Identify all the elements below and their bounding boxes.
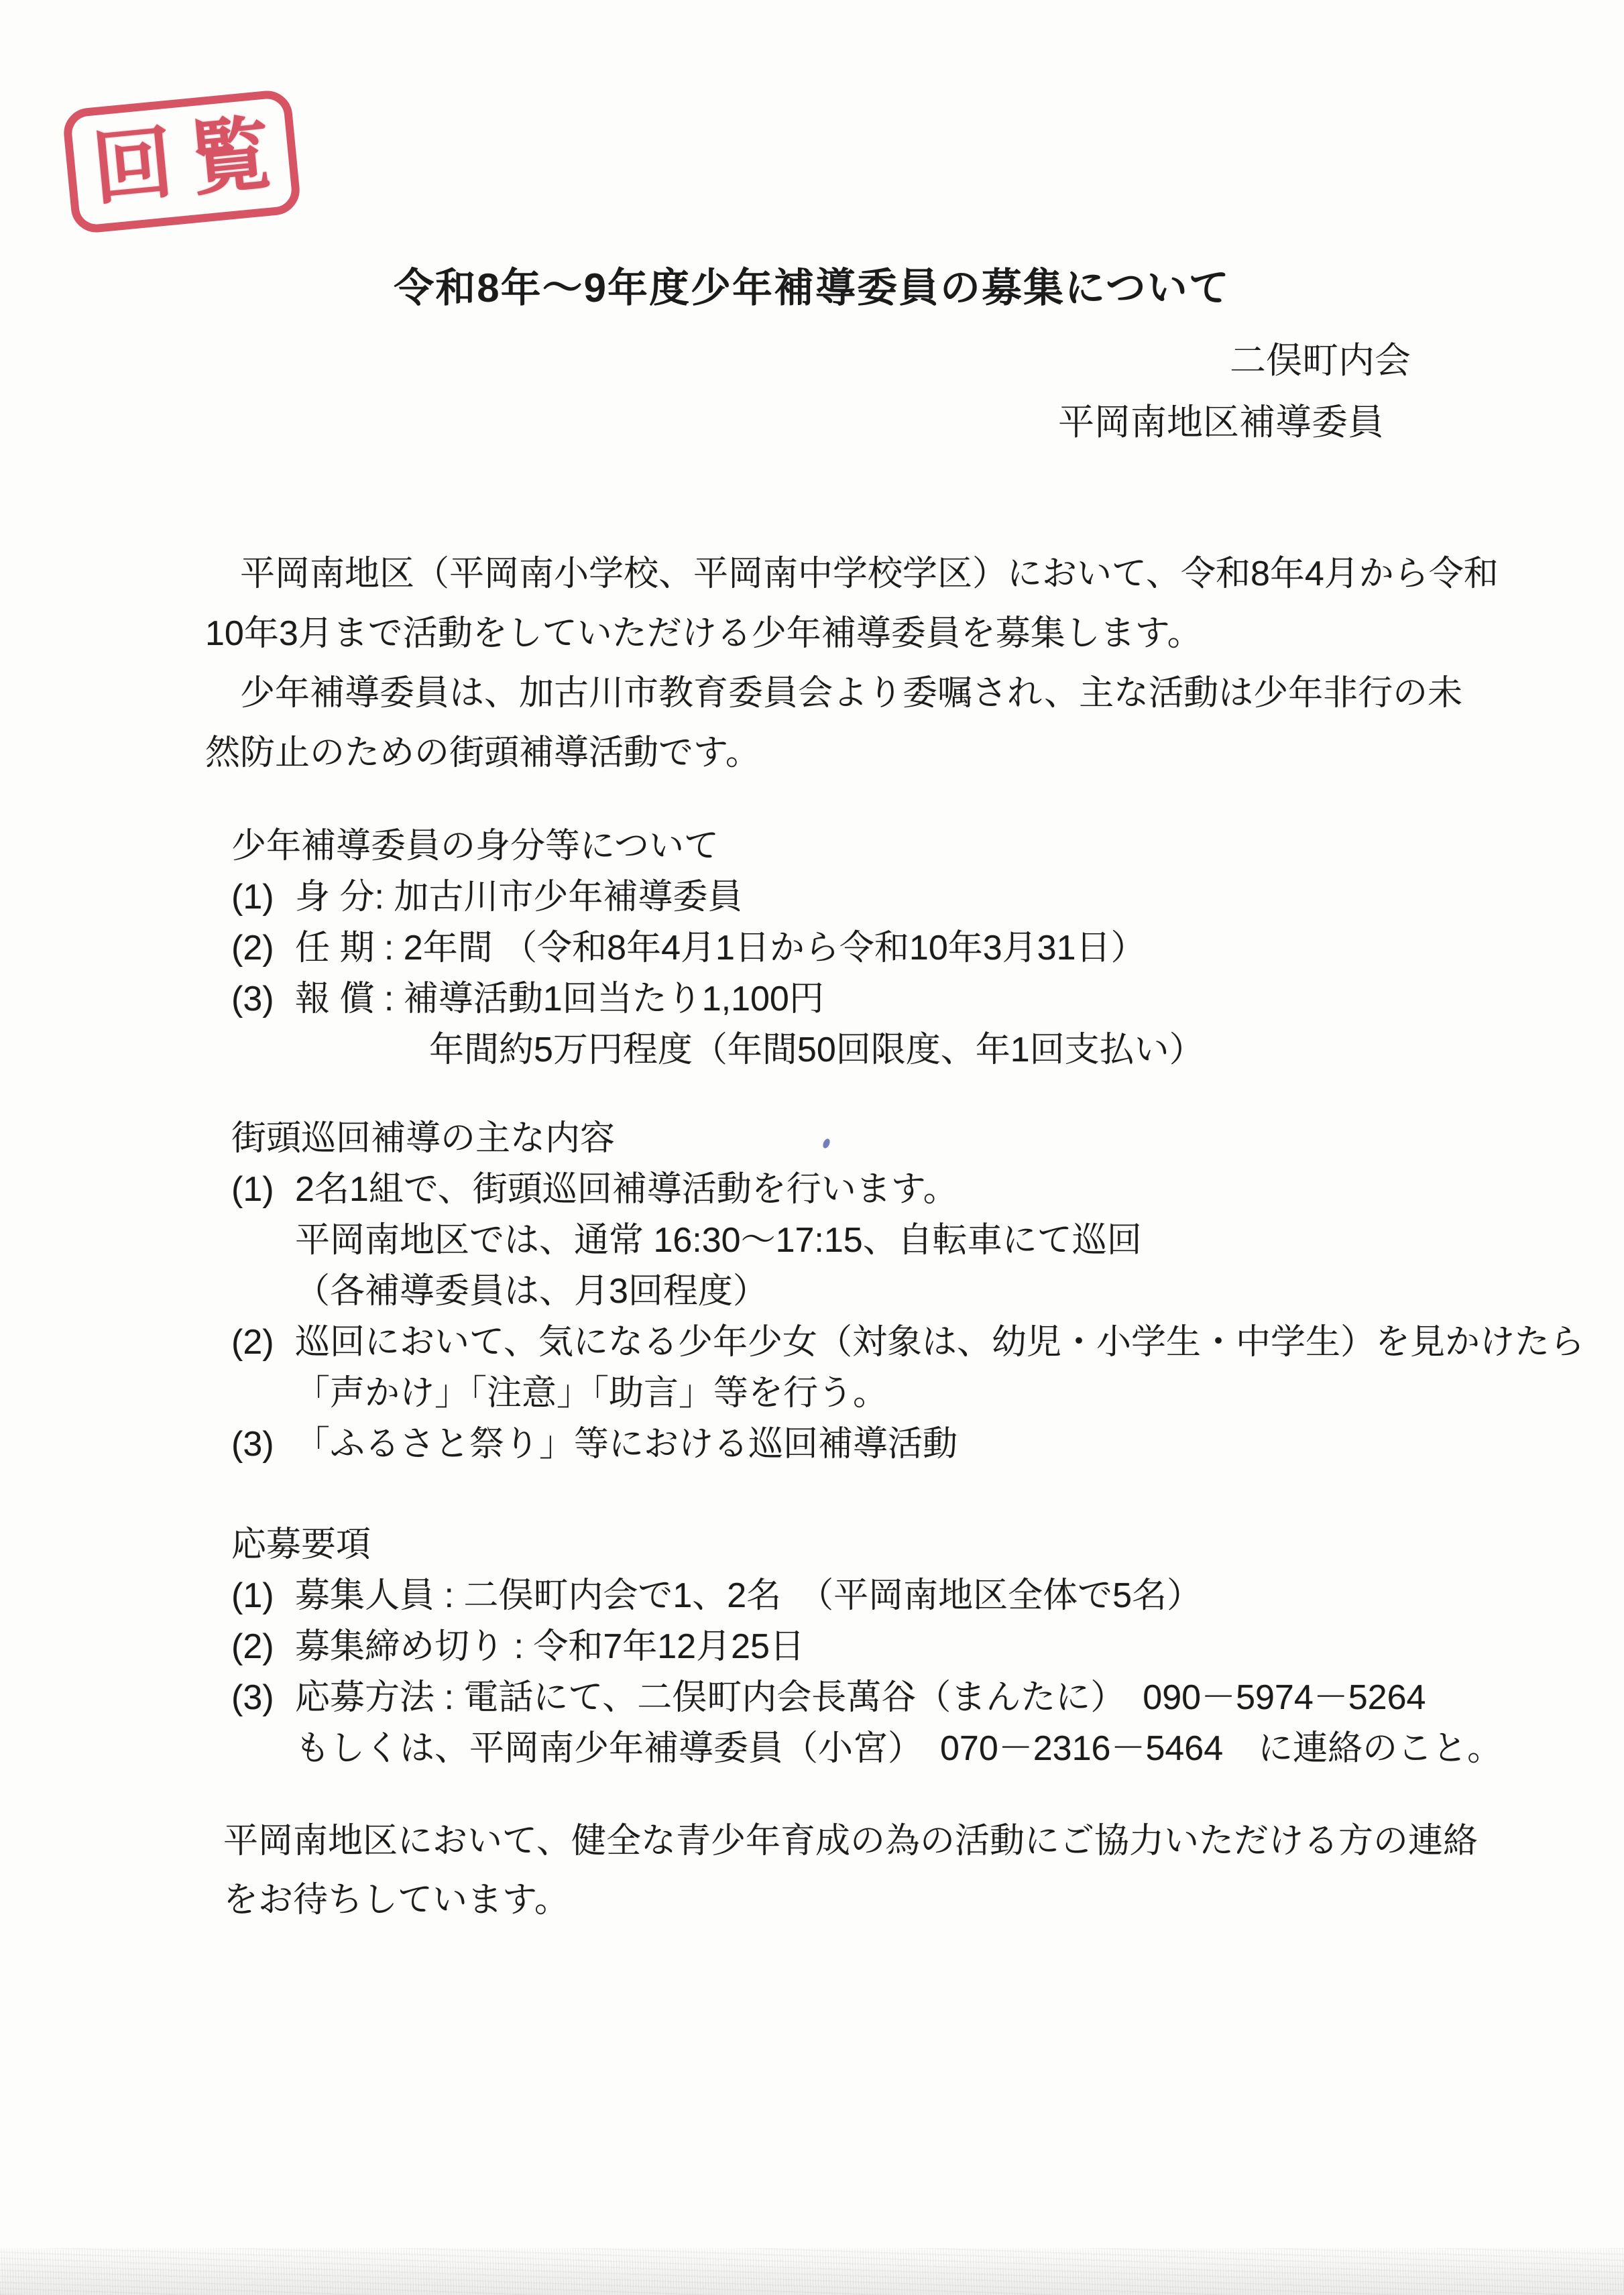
item-text: 募集締め切り : 令和7年12月25日 <box>295 1627 805 1666</box>
item-number: (2) <box>231 1323 274 1362</box>
intro-line: 少年補導委員は、加古川市教育委員会より委嘱され、主な活動は少年非行の未 <box>205 674 1463 713</box>
list-item-continuation <box>231 1723 1624 1774</box>
intro-paragraphs <box>205 544 1624 783</box>
closing-line: 平岡南地区において、健全な青少年育成の為の活動にご協力いただける方の連絡 <box>223 1822 1478 1861</box>
list-item-continuation <box>231 1368 1624 1419</box>
closing-paragraph <box>223 1812 1624 1930</box>
item-number: (3) <box>231 980 274 1018</box>
item-text: 任 期 : 2年間 （令和8年4月1日から令和10年3月31日） <box>295 929 1146 967</box>
intro-line: 然防止のための街頭補導活動です。 <box>205 733 760 772</box>
intro-line: 10年3月まで活動をしていただける少年補導委員を募集します。 <box>205 614 1202 653</box>
item-number: (1) <box>231 1170 274 1209</box>
closing-line: をお待ちしています。 <box>223 1881 569 1920</box>
item-text: 「声かけ」「注意」「助言」等を行う。 <box>295 1374 888 1413</box>
section-application-guidelines <box>231 1519 1624 1774</box>
section-heading: 少年補導委員の身分等について <box>231 827 719 866</box>
item-text: 身 分: 加古川市少年補導委員 <box>295 878 743 917</box>
item-text: もしくは、平岡南少年補導委員（小宮） 070－2316－5464 に連絡のこと。 <box>295 1729 1503 1768</box>
stamp-char-kai: 回 <box>89 117 178 215</box>
list-item-continuation <box>231 1215 1624 1266</box>
item-text: 巡回において、気になる少年少女（対象は、幼児・小学生・中学生）を見かけたら <box>295 1323 1584 1362</box>
item-number: (2) <box>231 929 274 967</box>
list-item-continuation <box>231 1024 1624 1075</box>
item-number: (2) <box>231 1627 274 1666</box>
intro-line: 平岡南地区（平岡南小学校、平岡南中学校学区）において、令和8年4月から令和 <box>205 554 1499 593</box>
scan-noise-band <box>0 2248 1624 2295</box>
list-item <box>231 1164 1624 1215</box>
item-text: 応募方法 : 電話にて、二俣町内会長萬谷（まんたに） 090－5974－5264 <box>295 1678 1426 1717</box>
item-text: 2名1組で、街頭巡回補導活動を行います。 <box>295 1170 958 1209</box>
item-text: 報 償 : 補導活動1回当たり1,100円 <box>295 980 824 1018</box>
list-item <box>231 1570 1624 1621</box>
kairan-circulation-stamp <box>62 89 302 235</box>
item-text: （各補導委員は、月3回程度） <box>295 1272 768 1311</box>
org-line-neighborhood: 二俣町内会 <box>1230 341 1411 381</box>
item-text: 平岡南地区では、通常 16:30～17:15、自転車にて巡回 <box>295 1221 1142 1260</box>
item-number: (1) <box>231 1576 274 1615</box>
list-item <box>231 1419 1624 1470</box>
document-title: 令和8年～9年度少年補導委員の募集について <box>394 266 1230 310</box>
item-number: (3) <box>231 1678 274 1717</box>
list-item <box>231 923 1624 974</box>
item-text: 募集人員 : 二俣町内会で1、2名 （平岡南地区全体で5名） <box>295 1576 1202 1615</box>
item-text: 「ふるさと祭り」等における巡回補導活動 <box>295 1425 958 1464</box>
list-item <box>231 1317 1624 1368</box>
section-member-status <box>231 821 1624 1075</box>
section-heading: 応募要項 <box>231 1525 371 1564</box>
item-number: (1) <box>231 878 274 917</box>
byline <box>1058 330 1411 453</box>
section-patrol-content <box>231 1113 1624 1470</box>
item-number: (3) <box>231 1425 274 1464</box>
list-item <box>231 974 1624 1024</box>
section-heading: 街頭巡回補導の主な内容 <box>231 1119 616 1158</box>
org-line-committee: 平岡南地区補導委員 <box>1058 402 1384 443</box>
document-body <box>0 544 1624 1930</box>
list-item <box>231 1621 1624 1672</box>
list-item-continuation <box>231 1266 1624 1317</box>
item-text: 年間約5万円程度（年間50回限度、年1回支払い） <box>429 1031 1204 1069</box>
list-item <box>231 872 1624 923</box>
stamp-char-ran: 覧 <box>186 108 275 206</box>
list-item <box>231 1672 1624 1723</box>
